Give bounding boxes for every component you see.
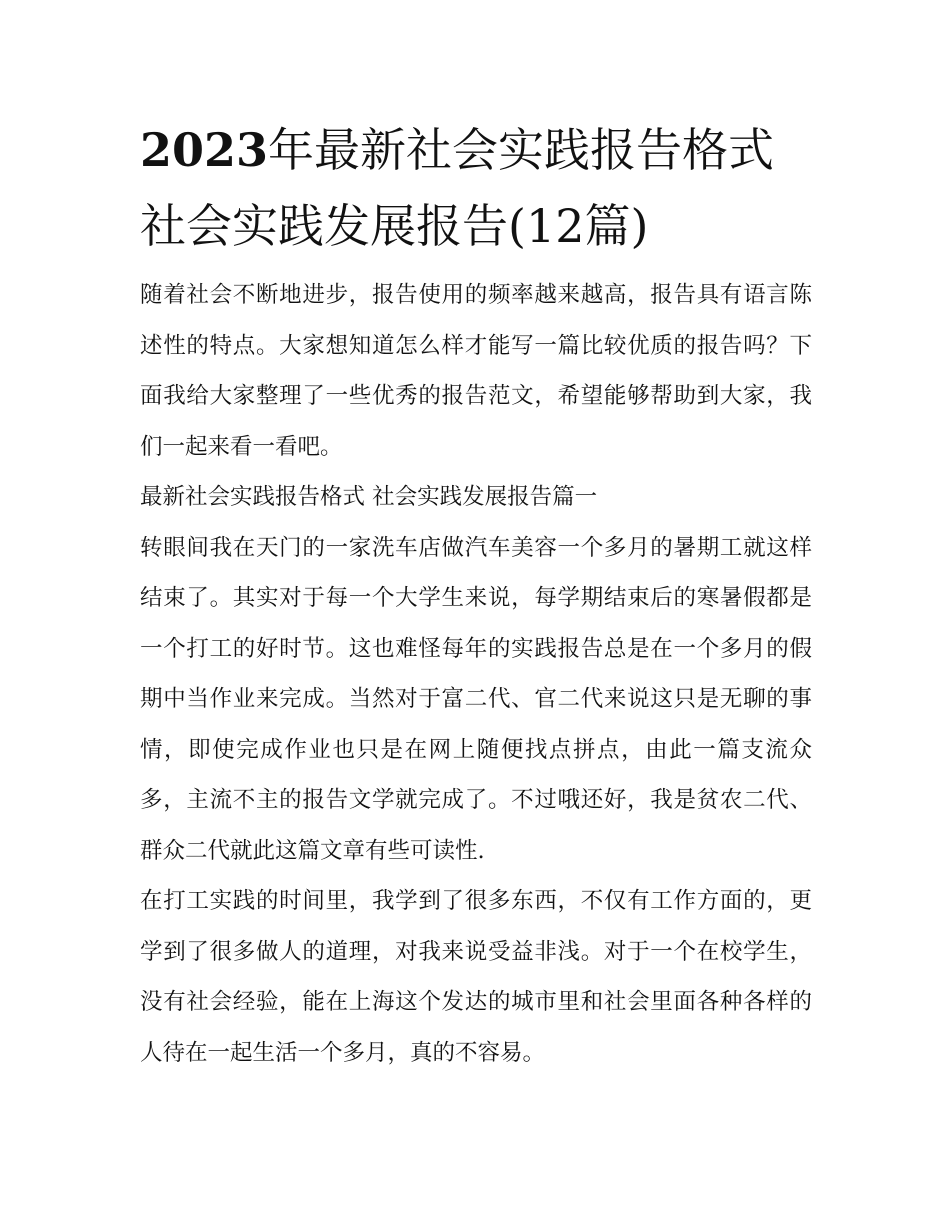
title-line-1	[140, 123, 774, 177]
intro-paragraph: 随着社会不断地进步，报告使用的频率越来越高，报告具有语言陈述性的特点。大家想知道怎么样才能写一篇比较优质的报告吗？下面我给大家整理了一些优秀的报告范文，希望能够帮助到大家，我们一起来看一看吧。	[140, 282, 812, 460]
title-year: 2023	[140, 123, 269, 177]
body-paragraph-1: 转眼间我在天门的一家洗车店做汽车美容一个多月的暑期工就这样结束了。其实对于每一个大学生来说，每学期结束后的寒暑假都是一个打工的好时节。这也难怪每年的实践报告总是在一个多月的假期中当作业来完成。当然对于富二代、官二代来说这只是无聊的事情，即使完成作业也只是在网上随便找点拼点，由此一篇支流众多，主流不主的报告文学就完成了。不过哦还好，我是贫农二代、群众二代就此这篇文章有些可读性.	[140, 534, 812, 864]
title-line-2: 社会实践发展报告(12篇)	[140, 199, 649, 253]
body-paragraph-2: 在打工实践的时间里，我学到了很多东西，不仅有工作方面的，更学到了很多做人的道理，对我来说受益非浅。对于一个在校学生，没有社会经验，能在上海这个发达的城市里和社会里面各种各样的人待在一起生活一个多月，真的不容易。	[140, 888, 812, 1066]
title-rest: 年最新社会实践报告格式	[268, 123, 775, 177]
section-heading: 最新社会实践报告格式 社会实践发展报告篇一	[140, 484, 598, 510]
document-content	[140, 112, 812, 1078]
document-title	[140, 112, 812, 264]
